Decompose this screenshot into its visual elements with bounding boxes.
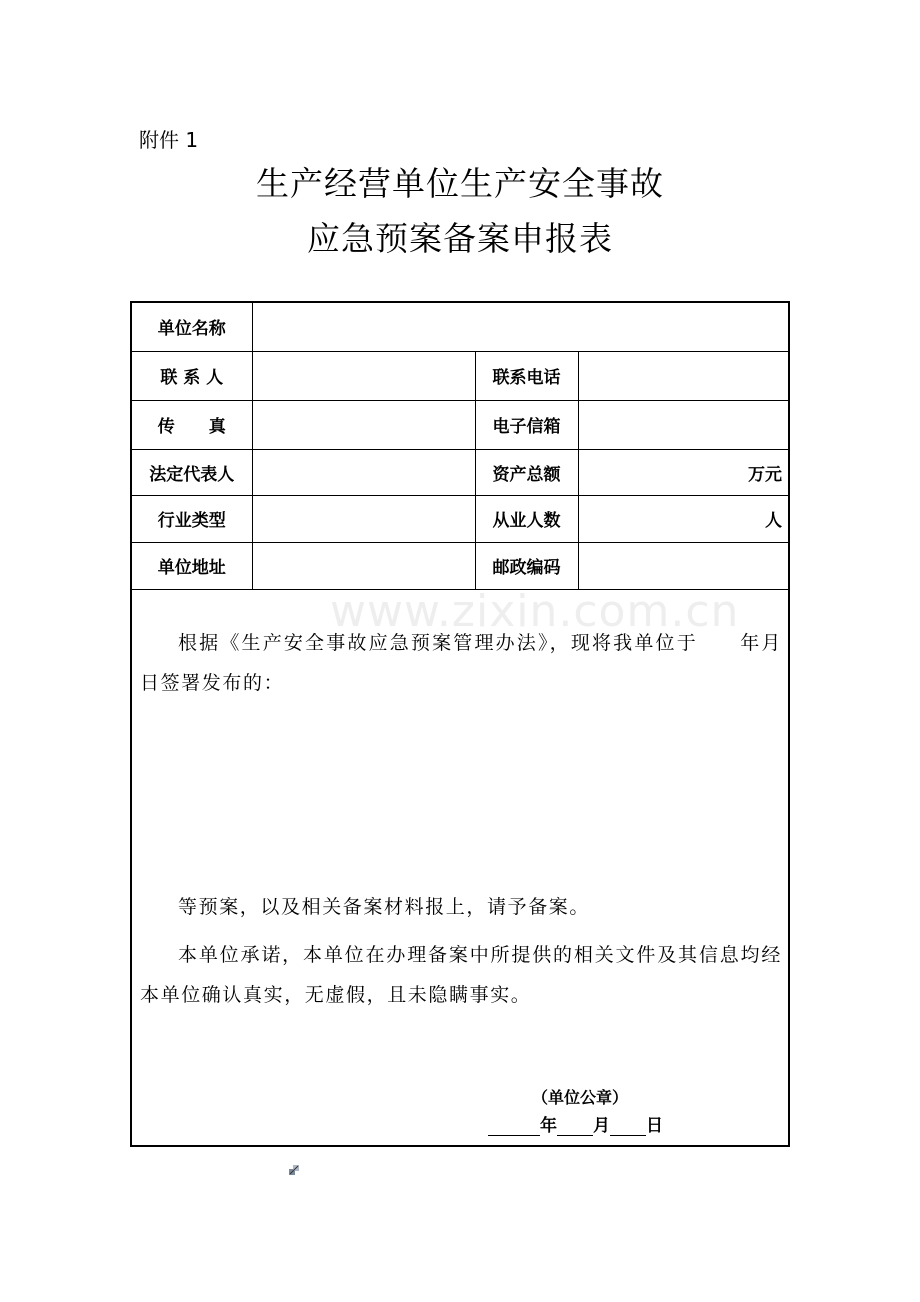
unit-name-label: 单位名称 <box>132 303 252 351</box>
row-fax <box>132 400 788 449</box>
address-field[interactable] <box>252 542 475 589</box>
unit-seal-label: （单位公章） <box>532 1088 629 1107</box>
row-contact <box>132 351 788 400</box>
row-address <box>132 542 788 589</box>
day-label: 日 <box>646 1116 663 1136</box>
postcode-field[interactable] <box>578 542 788 589</box>
legal-rep-field[interactable] <box>252 449 475 495</box>
assets-unit: 万元 <box>748 464 783 485</box>
contact-label: 联 系 人 <box>132 351 252 400</box>
watermark: www.zixin.com.cn <box>330 586 740 637</box>
postcode-label: 邮政编码 <box>475 542 578 589</box>
form-title-line2: 应急预案备案申报表 <box>307 219 613 258</box>
address-label: 单位地址 <box>132 542 252 589</box>
form-title-line1: 生产经营单位生产安全事故 <box>256 164 664 203</box>
statement-para1: 根据《生产安全事故应急预案管理办法》，现将我单位于 年月 日签署发布的： <box>140 632 824 694</box>
fax-field[interactable] <box>252 400 475 449</box>
email-field[interactable] <box>578 400 788 449</box>
day-blank[interactable] <box>610 1117 646 1136</box>
attachment-label: 附件 1 <box>139 128 199 152</box>
contact-field[interactable] <box>252 351 475 400</box>
industry-field[interactable] <box>252 495 475 542</box>
unit-name-field[interactable] <box>252 303 788 351</box>
assets-field[interactable] <box>578 449 788 495</box>
phone-label: 联系电话 <box>475 351 578 400</box>
industry-label: 行业类型 <box>132 495 252 542</box>
row-unit-name <box>132 303 788 351</box>
row-legal-rep <box>132 449 788 495</box>
employees-field[interactable] <box>578 495 788 542</box>
month-label: 月 <box>593 1116 610 1136</box>
employees-label: 从业人数 <box>475 495 578 542</box>
assets-label: 资产总额 <box>475 449 578 495</box>
year-blank[interactable] <box>488 1117 540 1136</box>
info-table <box>132 303 788 590</box>
employees-unit: 人 <box>765 511 783 531</box>
fax-label: 传 真 <box>132 400 252 449</box>
statement-para3: 本单位承诺，本单位在办理备案中所提供的相关文件及其信息均经本单位确认真实，无虚假，且未隐瞒事实。 <box>140 944 782 1006</box>
legal-rep-label: 法定代表人 <box>132 449 252 495</box>
email-label: 电子信箱 <box>475 400 578 449</box>
phone-field[interactable] <box>578 351 788 400</box>
small-image-mark-icon <box>288 1164 300 1176</box>
month-blank[interactable] <box>557 1117 593 1136</box>
signature-date <box>488 1111 663 1136</box>
statement-para2: 等预案，以及相关备案材料报上，请予备案。 <box>178 896 591 918</box>
year-label: 年 <box>540 1116 557 1136</box>
row-industry <box>132 495 788 542</box>
filing-form <box>130 301 824 1147</box>
